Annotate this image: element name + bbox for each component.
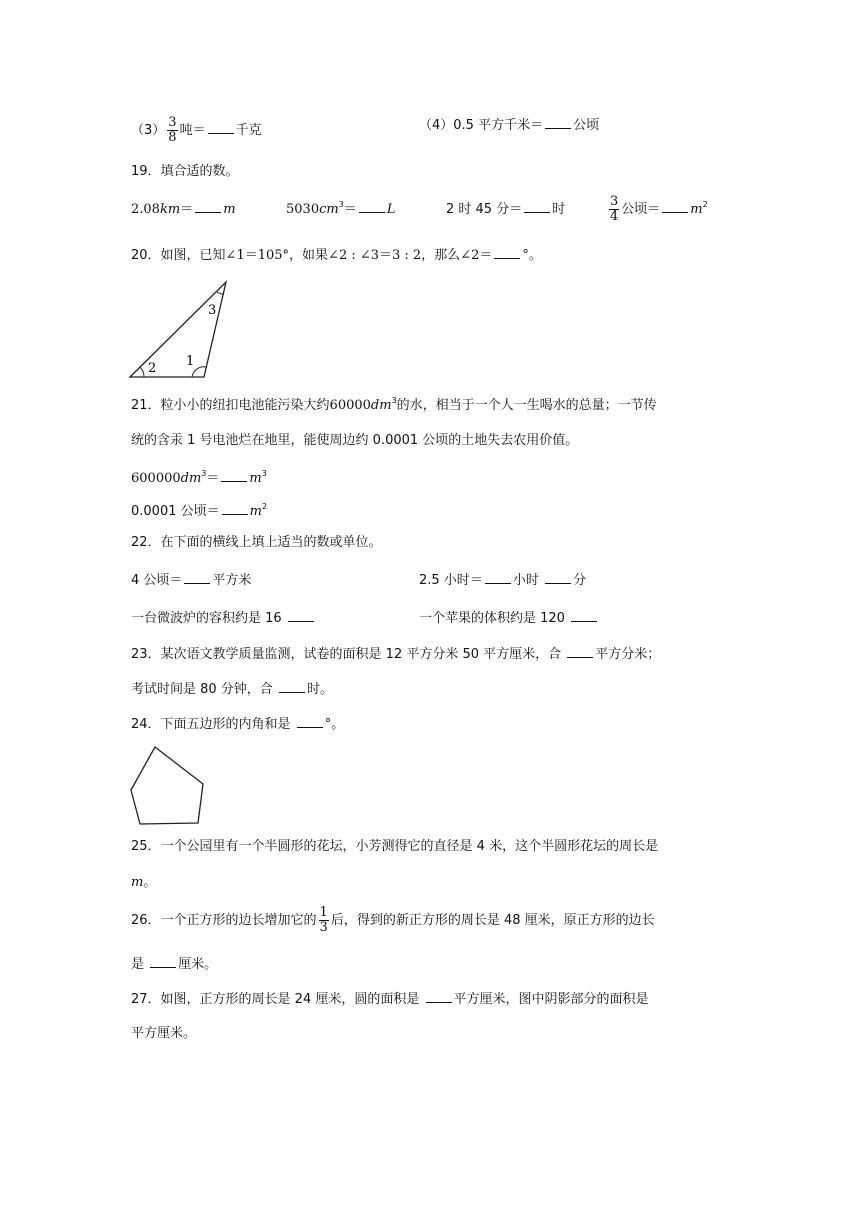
q19-c-blank[interactable] xyxy=(524,200,550,213)
q19-d-den: 4 xyxy=(610,209,619,224)
q22-a-blank[interactable] xyxy=(184,571,210,584)
q19-a-blank[interactable] xyxy=(195,200,221,213)
q19-d xyxy=(607,195,708,224)
q22-d-t1: 一个苹果的体积约是 120 xyxy=(419,611,565,626)
q23-line2b: 时。 xyxy=(306,682,333,697)
q19-d-blank[interactable] xyxy=(662,200,688,213)
q27-line2: 平方厘米。 xyxy=(131,1026,197,1041)
q20-mid2: ，那么 xyxy=(421,248,461,263)
pentagon-shape xyxy=(131,747,203,824)
q20-ang1: ∠1＝105° xyxy=(225,248,290,263)
q21-line1 xyxy=(131,397,657,415)
q19-b-u1: cm xyxy=(319,202,339,217)
triangle-shape xyxy=(130,282,226,377)
q26-fraction xyxy=(319,906,329,935)
q18-p4-text1: （4）0.5 平方千米＝ xyxy=(419,118,544,133)
q20-text xyxy=(131,246,542,265)
q18-part4 xyxy=(419,116,599,135)
q21-eq1-eq: ＝ xyxy=(206,471,220,486)
q27-line1b: 平方厘米，图中阴影部分的面积是 xyxy=(453,992,649,1007)
q21-line1b: 的水，相当于一个人一生喝水的总量；一节传 xyxy=(396,398,657,413)
q22-d-blank[interactable] xyxy=(571,609,597,622)
q21-eq2 xyxy=(131,502,267,521)
label-3: 3 xyxy=(208,303,217,318)
q19-a-eq: ＝ xyxy=(180,202,194,217)
q20-blank[interactable] xyxy=(494,246,520,259)
q19-a-u2: m xyxy=(223,202,236,217)
q22-b-t1: 2.5 小时＝ xyxy=(419,573,483,588)
q24-text xyxy=(131,715,344,734)
q18-p3-fraction xyxy=(167,116,177,145)
q22-a xyxy=(131,571,251,590)
q21-eq2-text: 0.0001 公顷＝ xyxy=(131,504,220,519)
q26-num: 1 xyxy=(319,905,328,920)
q21-line2: 统的含汞 1 号电池烂在地里，能使周边约 0.0001 公顷的土地失去农用价值。 xyxy=(131,433,579,448)
q18-p3-unit1: 吨＝ xyxy=(179,123,206,138)
q21-eq1-exp1: 3 xyxy=(201,469,207,478)
q21-eq2-u2: m xyxy=(249,504,262,519)
q19-d-u2: m xyxy=(690,202,703,217)
q21-vexp: 3 xyxy=(391,396,397,405)
q23-line1b: 平方分米； xyxy=(595,647,661,662)
q26-line2b: 厘米。 xyxy=(178,957,218,972)
q23-line1 xyxy=(131,645,660,664)
q22-a-t1: 4 公顷＝ xyxy=(131,573,183,588)
q18-p4-text2: 公顷 xyxy=(573,118,600,133)
label-1: 1 xyxy=(186,354,195,369)
q19-d-num: 3 xyxy=(610,194,619,209)
q19-b-blank[interactable] xyxy=(359,200,385,213)
q27-blank1[interactable] xyxy=(426,990,452,1003)
q25-unit: m xyxy=(131,875,144,890)
q19-b-val: 5030 xyxy=(286,202,320,217)
q22-b-blank1[interactable] xyxy=(485,571,511,584)
q21-eq1-exp2: 3 xyxy=(261,469,267,478)
q21-eq1-u1: dm xyxy=(180,471,202,486)
q27-line1a: 27．如图，正方形的周长是 24 厘米，圆的面积是 xyxy=(131,992,420,1007)
q25-post: 。 xyxy=(143,875,157,890)
q22-title: 22．在下面的横线上填上适当的数或单位。 xyxy=(131,535,382,550)
q27-line1 xyxy=(131,990,649,1009)
q20-mid: ，如果 xyxy=(289,248,329,263)
label-2: 2 xyxy=(148,361,157,376)
q19-d-text: 公顷＝ xyxy=(621,202,661,217)
q22-c xyxy=(131,609,316,628)
q21-eq2-exp2: 2 xyxy=(261,502,268,511)
q22-b xyxy=(419,571,586,590)
q26-line1 xyxy=(131,903,655,939)
q26-pre: 26．一个正方形的边长增加它的 xyxy=(131,913,317,928)
q26-line2 xyxy=(131,955,217,974)
q19-title: 19．填合适的数。 xyxy=(131,164,239,179)
q21-eq1-blank[interactable] xyxy=(221,469,247,482)
q24-text2: °。 xyxy=(324,717,345,732)
q22-b-t2: 小时 xyxy=(512,573,539,588)
q21-vu: dm xyxy=(370,398,392,413)
q23-line1a: 23．某次语文教学质量监测，试卷的面积是 12 平方分米 50 平方厘米，合 xyxy=(131,647,562,662)
q19-c-text: 2 时 45 分＝ xyxy=(446,202,523,217)
q22-a-t2: 平方米 xyxy=(212,573,252,588)
q21-eq2-blank[interactable] xyxy=(222,502,248,515)
q19-a-u1: km xyxy=(159,202,181,217)
q26-den: 3 xyxy=(319,920,328,935)
q18-p4-blank[interactable] xyxy=(545,116,571,129)
q21-eq1-val: 600000 xyxy=(131,471,181,486)
q19-c-u2: 时 xyxy=(552,202,566,217)
q20-ang2: ∠2＝ xyxy=(460,248,493,263)
q26-blank[interactable] xyxy=(150,955,176,968)
angle-2-arc xyxy=(140,367,144,377)
q18-p3-label: （3） xyxy=(131,123,166,138)
q20-ratio: ∠2 : ∠3＝3 : 2 xyxy=(328,248,422,263)
q23-line2a: 考试时间是 80 分钟，合 xyxy=(131,682,273,697)
q19-b-eq: ＝ xyxy=(343,202,357,217)
q18-p3-den: 8 xyxy=(168,130,177,145)
q19-b-exp: 3 xyxy=(338,200,344,209)
q18-p3-num: 3 xyxy=(168,115,177,130)
q23-blank1[interactable] xyxy=(567,645,593,658)
q26-line2a: 是 xyxy=(131,957,145,972)
pentagon-figure xyxy=(128,744,208,830)
q18-part3 xyxy=(131,116,262,145)
q22-d xyxy=(419,609,599,628)
q23-blank2[interactable] xyxy=(279,680,305,693)
q20-post: °。 xyxy=(522,248,542,263)
q22-b-t3: 分 xyxy=(572,573,586,588)
q19-d-exp: 2 xyxy=(702,200,708,209)
q19-a-val: 2.08 xyxy=(131,202,160,217)
q19-c xyxy=(446,200,565,219)
q18-p3-unit2: 千克 xyxy=(235,123,262,138)
q23-line2 xyxy=(131,680,333,699)
q24-text1: 24．下面五边形的内角和是 xyxy=(131,717,291,732)
q22-b-blank2[interactable] xyxy=(545,571,571,584)
q24-blank[interactable] xyxy=(297,715,323,728)
q25-line1: 25．一个公园里有一个半圆形的花坛，小芳测得它的直径是 4 米，这个半圆形花坛的周长是 xyxy=(131,839,659,854)
q21-line1a: 21．粒小小的纽扣电池能污染大约 xyxy=(131,398,330,413)
q19-b-u2: L xyxy=(386,202,396,217)
q19-d-fraction xyxy=(609,195,619,224)
q18-p3-blank[interactable] xyxy=(208,121,234,134)
q21-eq1-u2: m xyxy=(249,471,262,486)
q20-pre: 20．如图，已知 xyxy=(131,248,226,263)
q19-a xyxy=(131,200,236,219)
q25-line2 xyxy=(131,874,156,892)
q19-b xyxy=(286,200,395,219)
q22-c-t1: 一台微波炉的容积约是 16 xyxy=(131,611,282,626)
triangle-figure xyxy=(128,280,238,380)
q26-post: 后，得到的新正方形的周长是 48 厘米，原正方形的边长 xyxy=(330,913,655,928)
q22-c-blank[interactable] xyxy=(288,609,314,622)
q21-vol: 60000 xyxy=(329,398,371,413)
q21-eq1 xyxy=(131,469,267,488)
